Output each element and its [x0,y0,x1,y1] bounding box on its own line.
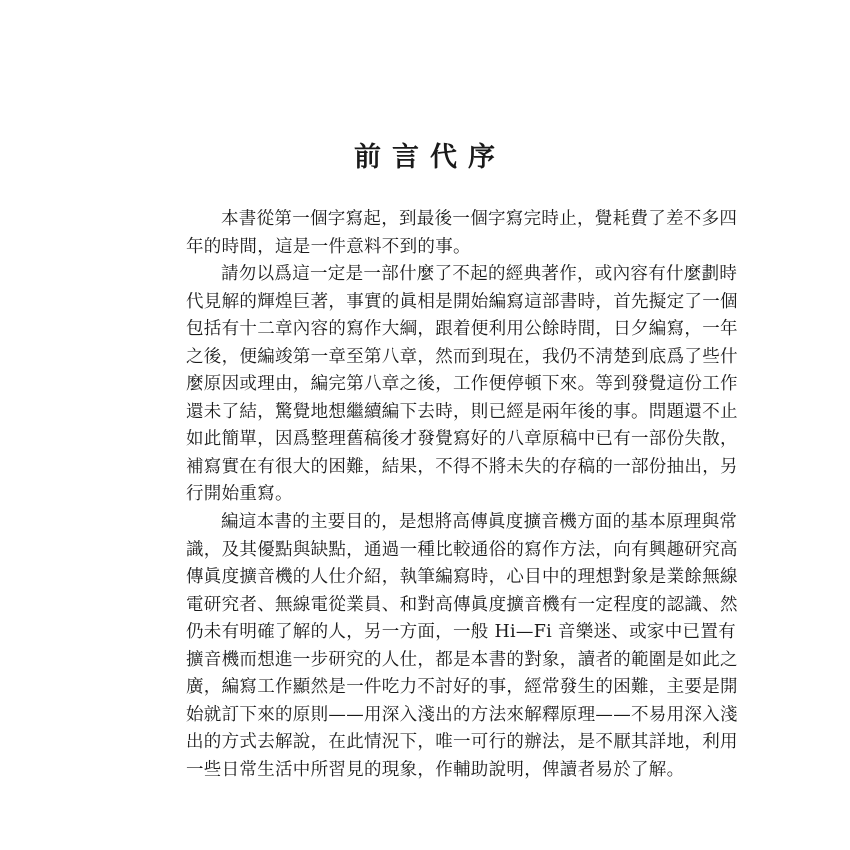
text-line: 廣，編寫工作顯然是一件吃力不討好的事，經常發生的困難，主要是開 [186,677,738,698]
paragraph-2 [186,261,738,509]
text-line: 識，及其優點與缺點，通過一種比較通俗的寫作方法，向有興趣研究高 [186,539,738,560]
text-line: 擴音機而想進一步研究的人仕，都是本書的對象，讀者的範圍是如此之 [186,649,738,670]
paragraph-3 [186,509,738,784]
text-line: 仍未有明確了解的人，另一方面，一般 Hi—Fi 音樂迷、或家中已置有 [186,622,736,643]
preface-body [186,206,738,784]
text-line: 始就訂下來的原則——用深入淺出的方法來解釋原理——不易用深入淺 [186,704,738,725]
paragraph-1 [186,206,738,261]
text-line: 一些日常生活中所習見的現象，作輔助說明，俾讀者易於了解。 [186,759,685,780]
text-line: 行開始重寫。 [186,484,293,505]
text-line: 之後，便編竣第一章至第八章，然而到現在，我仍不淸楚到底爲了些什 [186,346,738,367]
page-title: 前言代序 [354,142,506,173]
text-line: 編這本書的主要目的，是想將高傳眞度擴音機方面的基本原理與常 [221,512,738,533]
text-line: 代見解的輝煌巨著，事實的眞相是開始編寫這部書時，首先擬定了一個 [186,291,738,312]
text-line: 補寫實在有很大的困難，結果，不得不將未失的存稿的一部份抽出，另 [186,456,738,477]
text-line: 如此簡單，因爲整理舊稿後才發覺寫好的八章原稿中已有一部份失散， [186,429,738,450]
text-line: 年的時間，這是一件意料不到的事。 [186,236,471,257]
text-line: 請勿以爲這一定是一部什麼了不起的經典著作，或內容有什麼劃時 [221,264,738,285]
text-line: 本書從第一個字寫起，到最後一個字寫完時止，覺耗費了差不多四 [221,209,738,229]
text-line: 麼原因或理由，編完第八章之後，工作便停頓下來。等到發覺這份工作 [186,374,738,395]
text-line: 出的方式去解說，在此情況下，唯一可行的辦法，是不厭其詳地，利用 [186,732,738,753]
text-line: 包括有十二章內容的寫作大綱，跟着便利用公餘時間，日夕編寫，一年 [186,319,738,340]
text-line: 傳眞度擴音機的人仕介紹，執筆編寫時，心目中的理想對象是業餘無線 [186,567,738,588]
text-line: 還未了結，驚覺地想繼續編下去時，則已經是兩年後的事。問題還不止 [186,401,738,422]
text-line: 電研究者、無線電從業員、和對高傳眞度擴音機有一定程度的認識、然 [186,594,738,615]
